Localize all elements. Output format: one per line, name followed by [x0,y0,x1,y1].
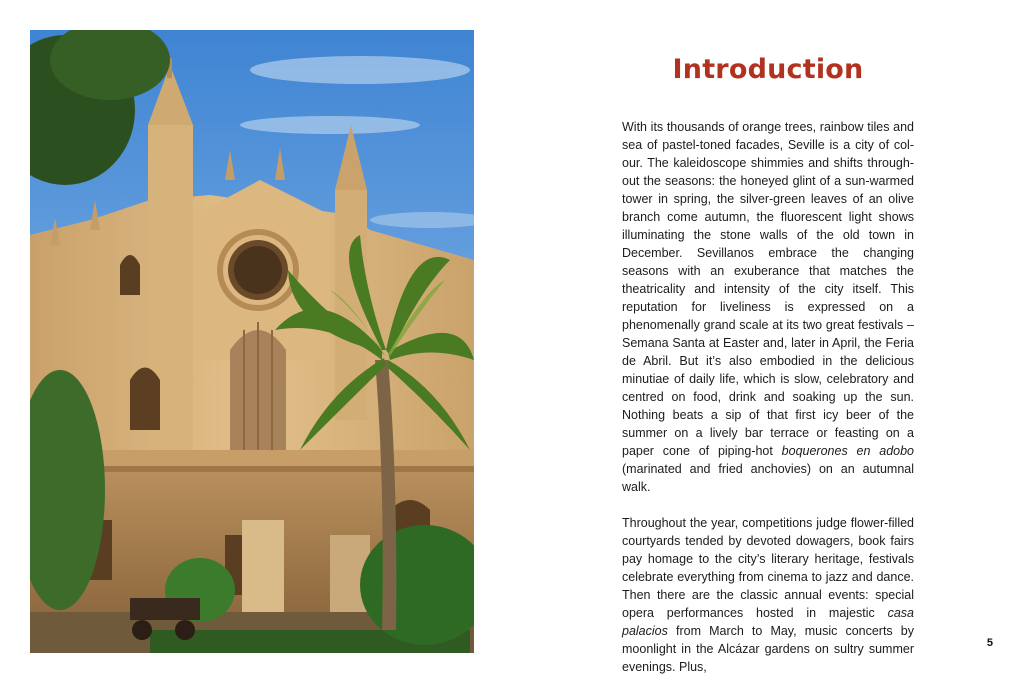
paragraph-1-italic-phrase: boquerones en adobo [781,444,914,458]
paragraph-2-segment-3: from March to May, music concerts by moonlight in the Alcázar gardens on sultry summer evenings. Plus, [622,624,914,674]
cathedral-photo [30,30,474,653]
paragraph-2 [622,514,914,676]
cathedral-illustration [30,30,474,653]
body-text [622,118,914,694]
paragraph-1-segment-1: With its thousands of orange trees, rainbow tiles and sea of pastel-toned facades, Seville is a city of colour. The kaleidoscope shimmies and shifts throughout the seasons: the honeyed glint of a sun-warmed tower in spring, the silver-green leaves of an olive branch come autumn, the fluorescent light shows illuminating the stone walls of the old town in December. Sevillanos embrace the changing seasons with an exuberance that matches the theatricality and intensity of the city itself. This reputation for liveliness is expressed on a phenomenally grand scale at its two great festivals – Semana Santa at Easter and, later in April, the Feria de Abril. But it’s also embodied in the delicious minutiae of daily life, which is slow, celebratory and centred on food, drink and soaking up the sun. Nothing beats a sip of that first icy beer of the summer on a lively bar terrace or feasting on a paper cone of piping-hot [622,120,914,458]
page-number: 5 [986,637,993,649]
paragraph-1-segment-3: (marinated and fried anchovies) on an autumnal walk. [622,462,914,494]
page-title: Introduction [672,54,864,85]
paragraph-2-italic-phrase: casa palacios [622,606,914,638]
paragraph-2-segment-1: Throughout the year, competitions judge flower-filled courtyards tended by devoted dowagers, book fairs pay homage to the city’s literary heritage, festivals celebrate everything from cinema to jazz and dance. Then there are the classic annual events: special opera performances hosted in majestic [622,516,914,620]
paragraph-1 [622,118,914,496]
